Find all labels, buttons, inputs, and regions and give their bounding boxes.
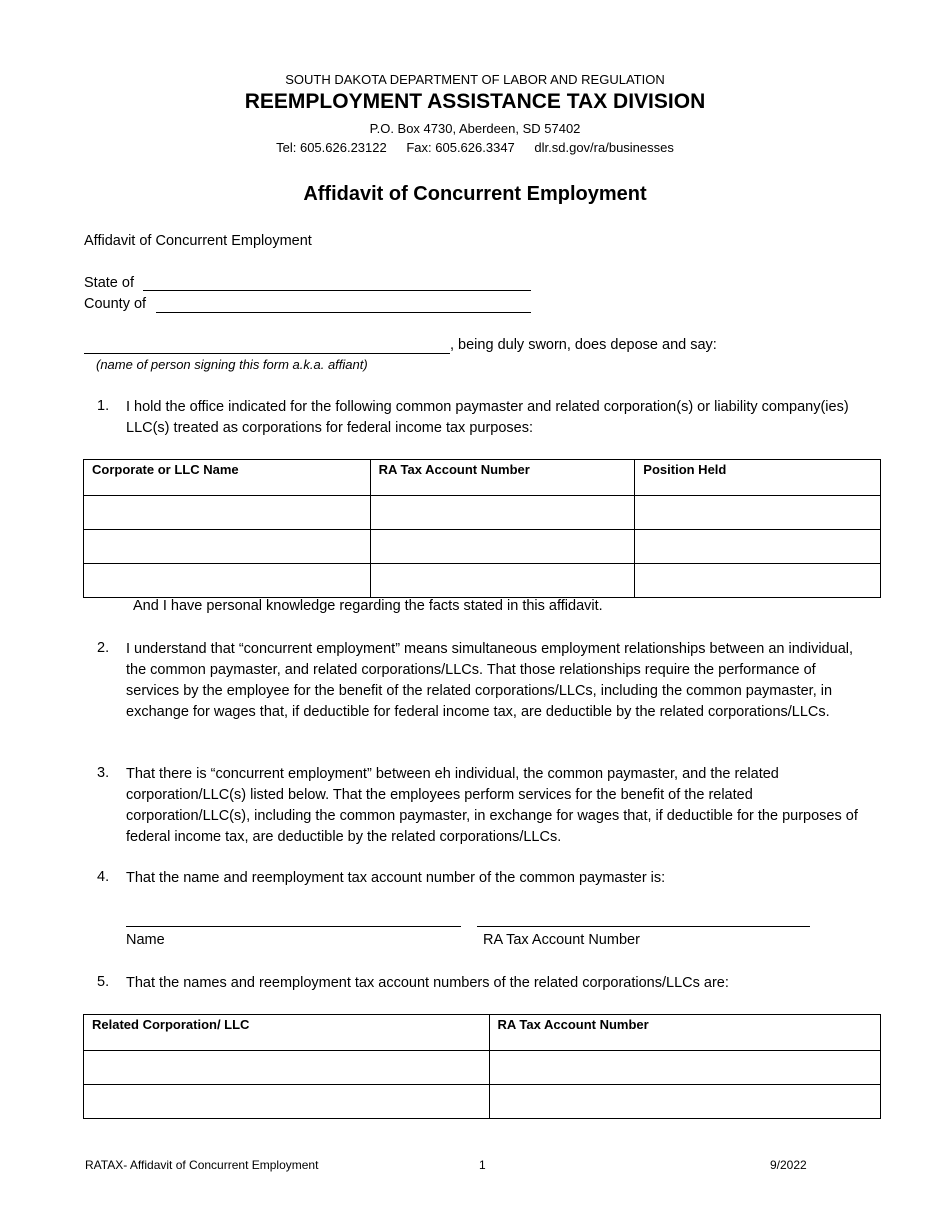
- item-4-number: 4.: [97, 869, 110, 885]
- column-header: RA Tax Account Number: [489, 1015, 881, 1051]
- corporate-name-cell[interactable]: [84, 530, 371, 564]
- table-row: [84, 1051, 881, 1085]
- table-row: [84, 1085, 881, 1119]
- ra-account-cell[interactable]: [370, 496, 635, 530]
- affiant-note: (name of person signing this form a.k.a. affiant): [96, 357, 368, 372]
- item-3-number: 3.: [97, 765, 110, 781]
- column-header: RA Tax Account Number: [370, 460, 635, 496]
- sworn-statement: , being duly sworn, does depose and say:: [450, 337, 717, 353]
- table-header-row: [84, 460, 881, 496]
- related-corp-cell[interactable]: [84, 1085, 490, 1119]
- table-row: [84, 530, 881, 564]
- ra-account-cell[interactable]: [370, 564, 635, 598]
- ra-account-cell[interactable]: [489, 1051, 881, 1085]
- form-title: Affidavit of Concurrent Employment: [303, 183, 647, 205]
- address: P.O. Box 4730, Aberdeen, SD 57402: [369, 121, 581, 136]
- related-corporations-table: [83, 1014, 881, 1119]
- position-cell[interactable]: [635, 564, 881, 598]
- footer-form-id: RATAX- Affidavit of Concurrent Employment: [85, 1158, 319, 1172]
- item-2-text: I understand that “concurrent employment” means simultaneous employment relationships between an individual, the common paymaster, and related corporations/LLCs. That those relationships require the performance of services by the employee for the benefit of the related corporations/LLCs, including the common paymaster, in exchange for wages that, if deductible for federal income tax, are deductible by the related corporations/LLCs.: [126, 641, 854, 720]
- related-corp-cell[interactable]: [84, 1051, 490, 1085]
- table-row: [84, 564, 881, 598]
- division-name: REEMPLOYMENT ASSISTANCE TAX DIVISION: [244, 90, 706, 113]
- paymaster-account-field[interactable]: [477, 926, 810, 927]
- corporate-name-cell[interactable]: [84, 496, 371, 530]
- knowledge-statement: And I have personal knowledge regarding the facts stated in this affidavit.: [133, 598, 603, 614]
- item-1-number: 1.: [97, 398, 110, 414]
- footer-date: 9/2022: [770, 1158, 807, 1172]
- corporate-name-cell[interactable]: [84, 564, 371, 598]
- column-header: Related Corporation/ LLC: [84, 1015, 490, 1051]
- state-label: State of: [84, 275, 134, 291]
- county-label: County of: [84, 296, 147, 312]
- county-field[interactable]: [156, 312, 531, 313]
- website-link[interactable]: dlr.sd.gov/ra/businesses: [534, 140, 674, 155]
- position-cell[interactable]: [635, 530, 881, 564]
- agency-name: SOUTH DAKOTA DEPARTMENT OF LABOR AND REGULATION: [285, 72, 665, 87]
- position-cell[interactable]: [635, 496, 881, 530]
- item-3-text: That there is “concurrent employment” between eh individual, the common paymaster, and the related corporation/LLC(s) listed below. That the employees perform services for the benefit of the related corporation/LLC(s), including the common paymaster, in exchange for wages that, if deductible for the purposes of federal income tax, are deductible by the related corporations/LLCs.: [126, 766, 858, 845]
- affiant-name-field[interactable]: [84, 353, 450, 354]
- form-subtitle: Affidavit of Concurrent Employment: [84, 233, 312, 249]
- ra-account-cell[interactable]: [489, 1085, 881, 1119]
- state-field[interactable]: [143, 290, 531, 291]
- table-header-row: [84, 1015, 881, 1051]
- footer-page-number: 1: [479, 1158, 486, 1172]
- paymaster-account-label: RA Tax Account Number: [483, 932, 640, 948]
- item-5-number: 5.: [97, 974, 110, 990]
- column-header: Corporate or LLC Name: [84, 460, 371, 496]
- item-1-text: I hold the office indicated for the following common paymaster and related corporation(s) or liability company(ies) LLC(s) treated as corporations for federal income tax purposes:: [126, 399, 849, 436]
- phone: Tel: 605.626.23122: [276, 140, 387, 155]
- item-2-number: 2.: [97, 640, 110, 656]
- item-5-text: That the names and reemployment tax account numbers of the related corporations/LLCs are:: [126, 975, 729, 991]
- item-4-text: That the name and reemployment tax account number of the common paymaster is:: [126, 870, 666, 886]
- paymaster-name-field[interactable]: [126, 926, 461, 927]
- paymaster-name-label: Name: [126, 932, 165, 948]
- fax: Fax: 605.626.3347: [406, 140, 515, 155]
- ra-account-cell[interactable]: [370, 530, 635, 564]
- column-header: Position Held: [635, 460, 881, 496]
- offices-table: [83, 459, 881, 598]
- table-row: [84, 496, 881, 530]
- contact-line: [0, 140, 950, 155]
